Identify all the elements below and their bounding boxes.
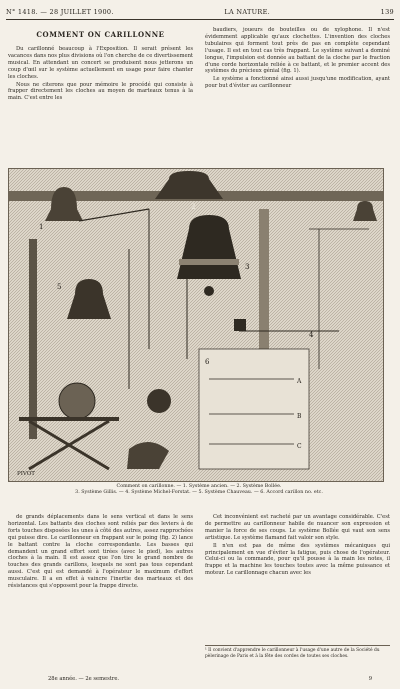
figure-label: 3 bbox=[245, 263, 250, 271]
volume-info: 28e année. — 2e semestre. bbox=[48, 676, 120, 682]
hammer-block-icon bbox=[234, 319, 246, 331]
signature-mark: 9 bbox=[368, 676, 372, 682]
bell-3-band bbox=[179, 259, 239, 265]
paragraph: baudiers, joueurs de bouteilles ou de xylophone. Il n'est évidemment applicable qu'aux clochettes. L'invention des cloches tubulaires qui forment tout près de pas en complète cependant l'usage. Il est en tout cas très frappant. Le système suivant a dominé longue, l'impulsion est donnée au battant de la cloche par le fraction d'une corde horizontale reliée à ce battant, et le premier accent des systèmes du précieux génial (fig. 1). bbox=[205, 27, 390, 75]
column-left-top bbox=[8, 46, 193, 103]
figure-label: A bbox=[297, 378, 302, 385]
page-header bbox=[6, 6, 394, 18]
page-number: 139 bbox=[380, 8, 394, 16]
figure-label: B bbox=[297, 413, 302, 420]
figure-label: 2 bbox=[191, 203, 196, 211]
caption-line: Comment on carillonne. — 1. Système ancien. — 2. Système Bollée. bbox=[116, 484, 282, 489]
gear-icon bbox=[147, 389, 171, 413]
issue-info: N° 1418. — 28 JUILLET 1900. bbox=[6, 8, 114, 16]
engraving-illustration bbox=[9, 169, 383, 481]
figure-label: C bbox=[297, 443, 302, 450]
figure-label: 1 bbox=[39, 223, 44, 231]
caption-line: 3. Système Gillis. — 4. Système Michel-Forstat. — 5. Système Chauveau. — 6. Accord carillon no. etc. bbox=[75, 490, 323, 496]
column-left-bottom bbox=[8, 514, 193, 591]
figure-label: 4 bbox=[309, 331, 314, 339]
carillon-engraving bbox=[8, 168, 384, 482]
engraver-signature: PIVOT bbox=[17, 471, 35, 477]
figure-caption bbox=[8, 484, 390, 497]
page-footer bbox=[8, 676, 392, 682]
wheel-icon bbox=[59, 383, 95, 419]
article-title: COMMENT ON CARILLONNE bbox=[36, 30, 165, 39]
paragraph: Il n'en est pas de même des systèmes mécaniques qui principalement en vue d'éviter la fatigue, puis chose de l'opérateur. Celui-ci ou la commande, pour qu'il pousse à la main les notes, il frappe et la machine les touches toutes avec la même puissance et moteur. Le carillonnage chacun avec les bbox=[205, 542, 390, 577]
figure-label: 6 bbox=[205, 358, 210, 366]
figure-label: 5 bbox=[57, 283, 62, 291]
mechanism-panel bbox=[199, 349, 309, 469]
header-rule bbox=[6, 19, 394, 20]
journal-name: LA NATURE. bbox=[224, 8, 271, 16]
paragraph: de grands déplacements dans le sens vertical et dans le sens horizontal. Les battants des cloches sont reliés par des leviers à de forts touches disposées les unes à côté des autres, assez rapprochées qui puisse dire. Le carillonneur en frappant sur le poing (fig. 2) lance le battant contre la cloche correspondante. Les basses qui demandent un grand effort sont tirées (avec le pied), les autres cloches à la main. Il est assez que l'on tire le grand nombre de touches des grands carillons, lesquels ne sont pas tous cependant aussi. C'est qui est demandé à l'opérateur le maximum d'effort musculaire. Il a en effet à vaincre l'inertie des marteaux et des résistances qui s'opposent pour la frappe directe. bbox=[8, 514, 193, 590]
paragraph: Nous ne citerons que pour mémoire le procédé qui consiste à frapper directement les cloches au moyen de marteaux tenus à la main. C'est entre les bbox=[8, 81, 193, 102]
column-right-top bbox=[205, 27, 390, 91]
column-right-bottom bbox=[205, 514, 390, 578]
left-post bbox=[29, 239, 37, 439]
paragraph: Cet inconvénient est racheté par un avantage considérable. C'est de permettre au carillonneur habile de nuancer son expression et manier la force de ses coups. Le système Bollée qui vaut son sens artistique. Le système flamand fait valoir son style. bbox=[205, 514, 390, 541]
paragraph: Du carillonné beaucoup à l'Exposition. Il serait présent les vacances dans nos plus divisions où l'on cherche de ce divertissement musical. En attendant un concert se produisent nous jetterons un coup d'œil sur le système actuellement en usage pour faire chanter les cloches. bbox=[8, 46, 193, 80]
paragraph: Le système a fonctionné ainsi aussi jusqu'une modification, ayant pour but d'éviter au carillonneur bbox=[205, 76, 390, 90]
bell-3-clapper-icon bbox=[204, 286, 214, 296]
footnote: ¹ Il convient d'apprendre le carillonneur à l'usage d'une autre de la Société du pèlerinage de Paris et à la fête des cordes de toutes ses cloches. bbox=[205, 645, 390, 659]
